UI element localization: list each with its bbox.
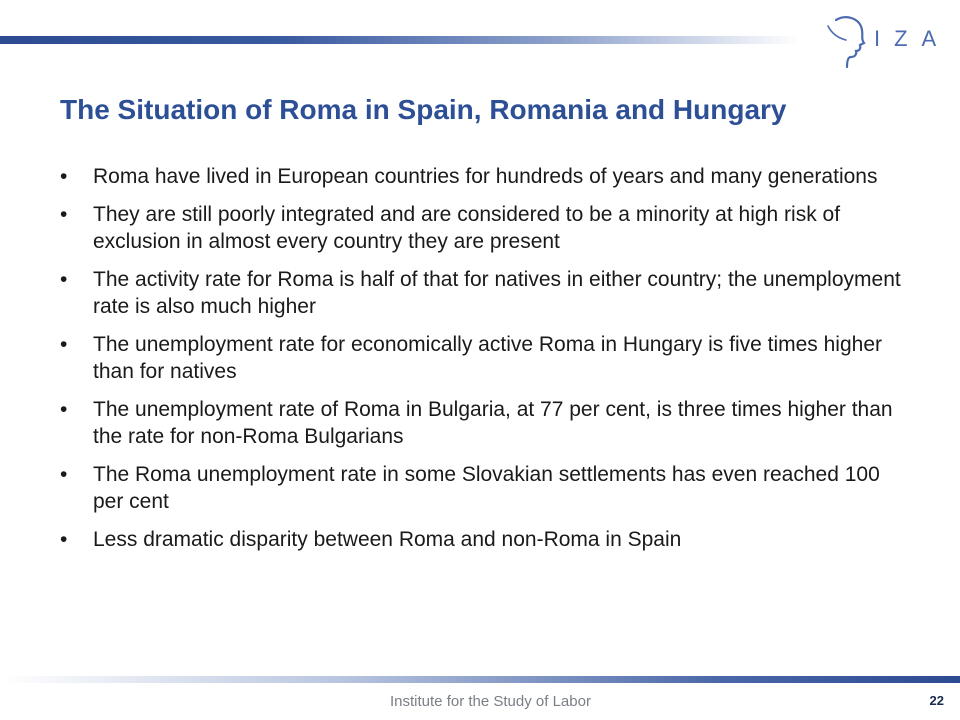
bullet-text: The unemployment rate for economically active Roma in Hungary is five times higher than for natives [93,333,883,383]
bullet-text: Roma have lived in European countries for hundreds of years and many generations [93,165,878,188]
bullet-item [60,201,910,255]
bullet-dot-icon: • [60,268,68,291]
institute-name: Institute for the Study of Labor [390,693,591,710]
slide-title: The Situation of Roma in Spain, Romania and Hungary [60,94,787,125]
bullet-item [60,526,910,553]
bullet-dot-icon: • [60,463,68,486]
bullet-text: The unemployment rate of Roma in Bulgaria, at 77 per cent, is three times higher than the rate for non-Roma Bulgarians [93,398,893,448]
bullet-dot-icon: • [60,333,68,356]
bullet-text: The activity rate for Roma is half of that for natives in either country; the unemployment rate is also much higher [93,268,901,318]
bullet-item [60,461,910,515]
bullet-dot-icon: • [60,203,68,226]
bullet-text: The Roma unemployment rate in some Slovakian settlements has even reached 100 per cent [93,463,880,513]
bullet-dot-icon: • [60,165,68,188]
iza-logo [818,12,951,72]
head-profile-icon [818,12,878,72]
bullet-list [60,163,910,564]
bullet-item [60,163,910,190]
footer-band [0,676,960,683]
bullet-text: They are still poorly integrated and are considered to be a minority at high risk of exclusion in almost every country they are present [93,203,841,253]
bullet-text: Less dramatic disparity between Roma and non-Roma in Spain [93,528,682,551]
page-number: 22 [929,693,944,708]
bullet-item [60,266,910,320]
bullet-item [60,331,910,385]
bullet-dot-icon: • [60,398,68,421]
logo-text: IZA [874,26,951,51]
header-band [0,36,800,44]
bullet-dot-icon: • [60,528,68,551]
bullet-item [60,396,910,450]
